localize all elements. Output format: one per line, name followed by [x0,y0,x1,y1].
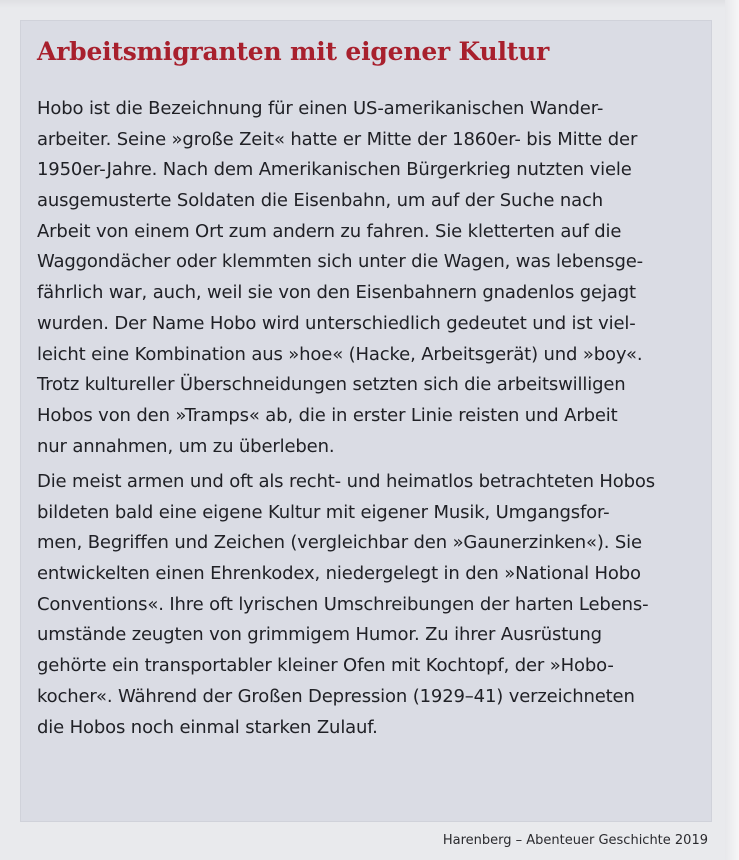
paragraph-line: arbeiter. Seine »große Zeit« hatte er Mitte der 1860er- bis Mitte der [37,128,638,150]
scan-edge-top [0,0,739,8]
paragraph-line: Waggondächer oder klemmten sich unter die Wagen, was lebensge- [37,251,644,273]
paragraph-line: 1950er-Jahre. Nach dem Amerikanischen Bürgerkrieg nutzten viele [37,159,632,181]
article-title: Arbeitsmigranten mit eigener Kultur [37,37,550,66]
paragraph-line: kocher«. Während der Großen Depression (1929–41) verzeichneten [37,685,635,707]
paragraph-line: Arbeit von einem Ort zum andern zu fahren. Sie kletterten auf die [37,220,622,242]
paragraph-line: ausgemusterte Soldaten die Eisenbahn, um auf der Suche nach [37,190,603,212]
paragraph-line: Die meist armen und oft als recht- und heimatlos betrachteten Hobos [37,471,656,492]
paragraph-line: bildeten bald eine eigene Kultur mit eigener Musik, Umgangsfor- [37,501,610,523]
paragraph-line: men, Begriffen und Zeichen (vergleichbar den »Gaunerzinken«). Sie [37,532,642,554]
paragraph-2 [37,467,655,743]
paragraph-line: Conventions«. Ihre oft lyrischen Umschreibungen der harten Lebens- [37,593,649,615]
paragraph-line: fährlich war, auch, weil sie von den Eisenbahnern gnadenlos gejagt [37,282,636,304]
paragraph-line: entwickelten einen Ehrenkodex, niedergelegt in den »National Hobo [37,563,641,585]
paragraph-line: nur annahmen, um zu überleben. [37,435,335,457]
paragraph-line: Hobos von den »Tramps« ab, die in erster Linie reisten und Arbeit [37,404,618,426]
paragraph-line: die Hobos noch einmal starken Zulauf. [37,716,378,738]
paragraph-line: wurden. Der Name Hobo wird unterschiedlich gedeutet und ist viel- [37,312,636,334]
paragraph-1 [37,94,643,462]
paragraph-line: Trotz kultureller Überschneidungen setzten sich die arbeitswilligen [37,374,626,396]
paragraph-line: umstände zeugten von grimmigem Humor. Zu ihrer Ausrüstung [37,624,602,646]
scan-edge-right [725,0,739,860]
paragraph-line: Hobo ist die Bezeichnung für einen US-amerikanischen Wander- [37,98,604,119]
source-credit: Harenberg – Abenteuer Geschichte 2019 [442,833,708,848]
paragraph-line: gehörte ein transportabler kleiner Ofen mit Kochtopf, der »Hobo- [37,655,614,677]
paragraph-line: leicht eine Kombination aus »hoe« (Hacke, Arbeitsgerät) und »boy«. [37,343,643,365]
